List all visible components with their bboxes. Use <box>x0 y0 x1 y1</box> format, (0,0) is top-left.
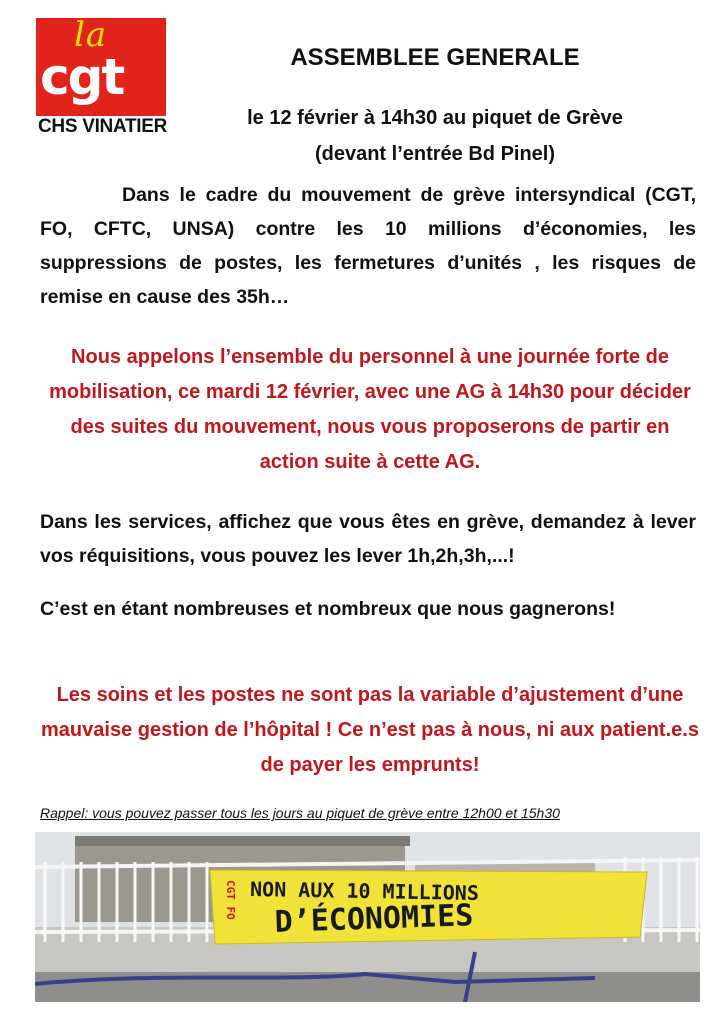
motivation-paragraph: C’est en étant nombreuses et nombreux que nous gagnerons! <box>40 598 616 620</box>
closing-paragraph: Les soins et les postes ne sont pas la variable d’ajustement d’une mauvaise gestion de l’hôpital ! Ce n’est pas à nous, ni aux patient.e.s de payer les emprunts! <box>41 684 699 776</box>
logo-caption: CHS VINATIER <box>38 116 168 137</box>
page-title: ASSEMBLEE GENERALE <box>290 44 580 71</box>
event-details <box>190 100 680 172</box>
banner-side-text: CGT FO <box>224 880 237 920</box>
banner-line1: NON AUX 10 MILLIONS <box>249 877 480 905</box>
cgt-logo <box>36 15 166 116</box>
intro-paragraph: Dans le cadre du mouvement de grève intersyndical (CGT, FO, CFTC, UNSA) contre les 10 millions d’économies, les suppressions de postes, les fermetures d’unités , les risques de remise en cause des 35h… <box>40 184 696 308</box>
rappel-note: Rappel: vous pouvez passer tous les jours au piquet de grève entre 12h00 et 15h30 <box>40 805 560 821</box>
event-date-line: le 12 février à 14h30 au piquet de Grève <box>247 107 623 129</box>
strike-banner-photo <box>35 832 700 1002</box>
banner-line2: D’ÉCONOMIES <box>274 898 474 940</box>
services-paragraph: Dans les services, affichez que vous êtes en grève, demandez à lever vos réquisitions, vous pouvez les lever 1h,2h,3h,...! <box>40 511 696 567</box>
logo-la-text: la <box>74 15 108 55</box>
event-location-line: (devant l’entrée Bd Pinel) <box>314 143 556 165</box>
call-to-action-paragraph: Nous appelons l’ensemble du personnel à une journée forte de mobilisation, ce mardi 12 février, avec une AG à 14h30 pour décider des suites du mouvement, nous vous proposerons de partir en action suite à cette AG. <box>49 346 691 473</box>
logo-cgt-text: cgt <box>40 48 124 106</box>
